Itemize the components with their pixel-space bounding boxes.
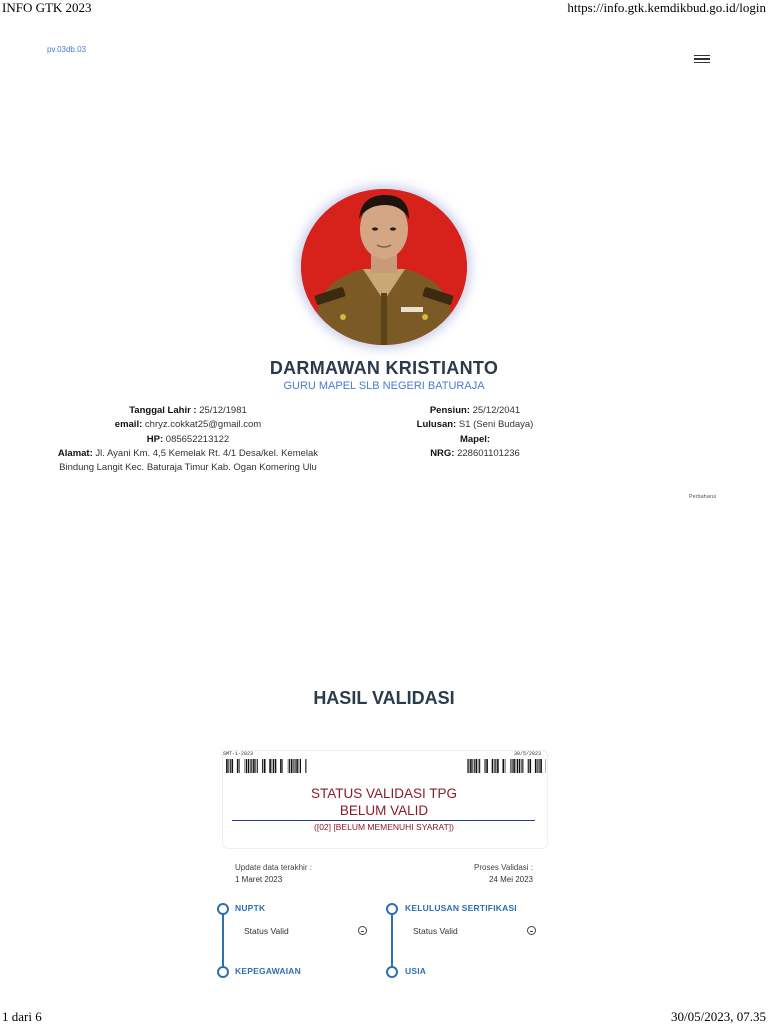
timeline-line-left [222,912,224,972]
timeline-dot-icon [386,903,398,915]
minus-circle-icon[interactable] [358,926,367,935]
print-header-title: INFO GTK 2023 [2,0,92,16]
pension-label: Pensiun: [430,405,470,416]
validation-date-label: 30/5/2023 [514,751,541,757]
address-value: Jl. Ayani Km. 4,5 Kemelak Rt. 4/1 Desa/kel. Kemelak Bindung Langit Kec. Baturaja Timur Kab. Ogan Komering Ulu [59,448,318,473]
address-label: Alamat: [58,448,93,459]
graduation-row [395,418,555,432]
print-footer-page: 1 dari 6 [2,1009,42,1025]
status-value: BELUM VALID [222,803,546,819]
profile-info-left [48,404,328,475]
email-value: chryz.cokkat25@gmail.com [142,419,261,430]
timeline-dot-icon [386,966,398,978]
pension-row [395,404,555,418]
nrg-row [395,447,555,461]
nuptk-status: Status Valid [244,926,289,936]
print-header-url: https://info.gtk.kemdikbud.go.id/login [567,0,766,16]
last-update-value: 1 Maret 2023 [235,875,282,884]
birth-date-value: 25/12/1981 [197,405,247,416]
email-row [48,418,328,432]
timeline-line-right [391,912,393,972]
status-divider [232,820,535,821]
print-footer-datetime: 30/05/2023, 07.35 [671,1009,766,1025]
phone-value: 085652213122 [163,434,229,445]
process-date-value: 24 Mei 2023 [489,875,533,884]
graduation-label: Lulusan: [417,419,457,430]
status-detail: ([02] [BELUM MEMENUHI SYARAT]) [222,822,546,832]
timeline-item-kelulusan-sertifikasi: KELULUSAN SERTIFIKASI [405,903,517,913]
profile-name: DARMAWAN KRISTIANTO [0,358,768,379]
profile-info-right [395,404,555,461]
timeline-dot-icon [217,903,229,915]
phone-label: HP: [147,434,163,445]
semester-label: SMT-1-2023 [223,751,253,757]
process-date-label: Proses Validasi : [474,863,533,872]
email-label: email: [115,419,142,430]
hamburger-menu-icon[interactable] [694,53,710,67]
pension-value: 25/12/2041 [470,405,520,416]
version-label: pv.03db.03 [47,45,86,54]
nrg-label: NRG: [430,448,454,459]
barcode-left-icon [223,759,307,773]
birth-date-row [48,404,328,418]
subject-row [395,433,555,447]
profile-role: GURU MAPEL SLB NEGERI BATURAJA [0,380,768,392]
timeline-item-usia: USIA [405,966,426,976]
validation-section-title: HASIL VALIDASI [0,688,768,709]
birth-date-label: Tanggal Lahir : [129,405,196,416]
graduation-value: S1 (Seni Budaya) [456,419,533,430]
timeline-item-kepegawaian: KEPEGAWAIAN [235,966,301,976]
profile-photo [301,189,467,345]
address-row [48,447,328,476]
last-update-label: Update data terakhir : [235,863,312,872]
barcode-right-icon [467,759,546,773]
kelulusan-status: Status Valid [413,926,458,936]
timeline-item-nuptk: NUPTK [235,903,265,913]
minus-circle-icon[interactable] [527,926,536,935]
status-title: STATUS VALIDASI TPG [222,786,546,802]
avatar [301,189,467,345]
timeline-dot-icon [217,966,229,978]
refresh-link[interactable]: Perbaharui [689,494,716,500]
subject-label: Mapel: [460,434,490,445]
nrg-value: 228601101236 [454,448,519,459]
phone-row [48,433,328,447]
